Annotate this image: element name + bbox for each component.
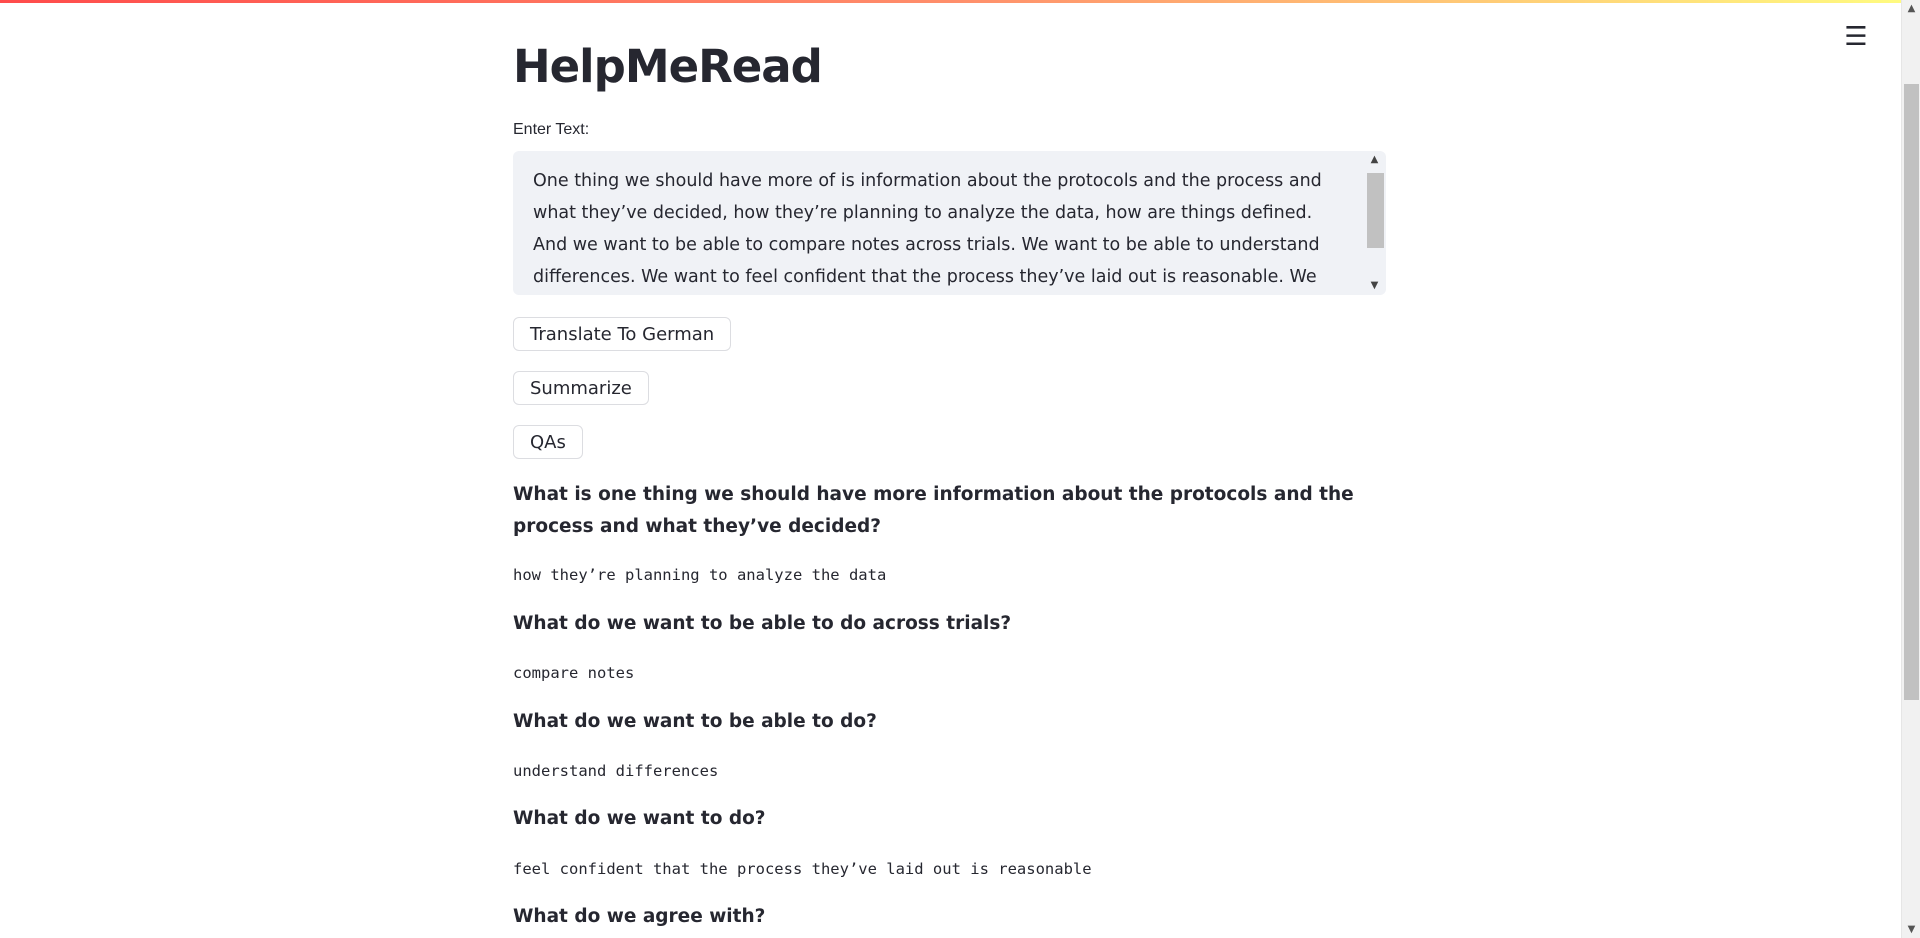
translate-button[interactable]: Translate To German — [513, 317, 731, 351]
page-title: HelpMeRead — [513, 40, 822, 93]
text-input-value[interactable]: One thing we should have more of is information about the protocols and the process and what they’ve decided, how they’re planning to analyze the data, how are things defined. And we want to be able to compare notes across trials. We want to be able to understand differences. We want to feel confident that the process they’ve laid out is reasonable. We — [533, 171, 1322, 287]
qas-button[interactable]: QAs — [513, 425, 583, 459]
scroll-down-icon[interactable]: ▼ — [1907, 924, 1916, 935]
qa-answer: understand differences — [513, 762, 719, 780]
qa-answer: compare notes — [513, 664, 635, 682]
top-decoration-bar — [0, 0, 1920, 3]
qa-question: What do we agree with? — [513, 906, 766, 927]
hamburger-menu-icon[interactable]: ☰ — [1844, 22, 1868, 52]
textarea-scroll-down-icon[interactable]: ▼ — [1370, 280, 1379, 291]
scrollbar-thumb[interactable] — [1904, 84, 1919, 700]
scroll-up-icon[interactable]: ▲ — [1907, 3, 1916, 14]
textarea-scrollbar-thumb[interactable] — [1367, 173, 1384, 248]
qa-question: What do we want to be able to do? — [513, 711, 877, 732]
textarea-scrollbar[interactable] — [1365, 153, 1384, 293]
qa-question: What is one thing we should have more information about the protocols and the process and what they’ve decided? — [513, 484, 1354, 537]
qa-answer: feel confident that the process they’ve laid out is reasonable — [513, 860, 1092, 878]
qa-question: What do we want to be able to do across trials? — [513, 613, 1012, 634]
summarize-button[interactable]: Summarize — [513, 371, 649, 405]
text-input-label: Enter Text: — [513, 121, 590, 138]
textarea-scroll-up-icon[interactable]: ▲ — [1370, 154, 1379, 165]
text-input-area[interactable] — [513, 151, 1386, 295]
page-scrollbar[interactable] — [1901, 0, 1920, 938]
qa-answer: how they’re planning to analyze the data — [513, 566, 887, 584]
qa-question: What do we want to do? — [513, 808, 766, 829]
